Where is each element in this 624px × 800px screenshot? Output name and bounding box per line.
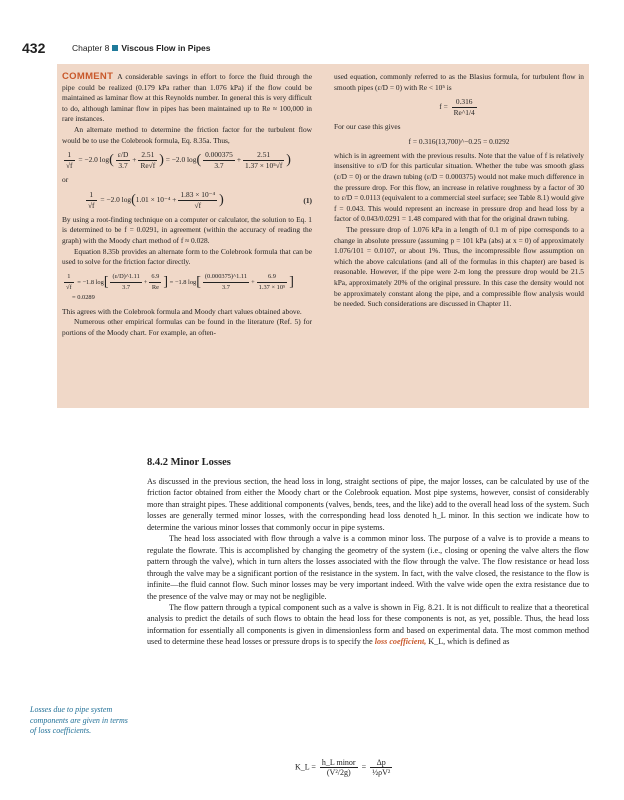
chapter-label: Chapter 8 [72,43,110,53]
square-bullet-icon [112,45,118,51]
or-text: or [62,175,69,185]
comment-paragraph: Numerous other empirical formulas can be found in the literature (Ref. 5) for portions of the Moody chart. For example, an often- [62,317,312,337]
loss-coefficient-equation: K_L = $\frac{\text{h\_L minor}}{\text{(V²/2g)}}$ = $\frac{\Delta p}{\text{½ρV²}}$ [295,758,391,777]
body-paragraph: The head loss associated with flow through a valve is a common minor loss. The purpose of a valve is to provide a means to regulate the flowrate. This is accomplished by changing the geometry of the system (i.e., closing or opening the valve alters the flow pattern through the valve), which in turn alters the losses associated with the flow through the valve. The flow resistance or head loss through the valve may be a significant portion of the resistance in the system. In fact, with the valve closed, the resistance to the flow is infinite—the fluid cannot flow. Such minor losses may be very important indeed. With the valve wide open the extra resistance due to the presence of the valve may or may not be negligible. [147,534,589,601]
comment-paragraph: For our case this gives [334,122,401,132]
comment-right-column [334,72,584,310]
margin-note: Losses due to pipe system components are given in terms of loss coefficients. [30,705,128,736]
page-header [22,40,602,58]
comment-box [57,64,589,408]
section-body [147,476,589,648]
comment-paragraph: By using a root-finding technique on a computer or calculator, the solution to Eq. 1 is determined to be f = 0.0291, in agreement (within the accuracy of reading the graph) with the Moody chart method of f ≈ 0.028. [62,214,312,245]
equation-1: $\frac{1}{√f}$ = −2.0 log(1.01 × 10⁻⁴ + $\frac{\text{1.83 × 10⁻⁴}}{√f}$ ) (1) [88,189,312,210]
chapter-heading [72,43,210,53]
page-number: 432 [22,40,46,56]
blasius-equation: f = $\frac{0.316}{Re\^{}1/4}$ [439,97,475,118]
comment-paragraph: used equation, commonly referred to as the Blasius formula, for turbulent flow in smooth pipes (ε/D = 0) with Re < 10⁵ is [334,72,584,92]
comment-paragraph: This agrees with the Colebrook formula and Moody chart values obtained above. [62,306,302,316]
comment-paragraph: Equation 8.35b provides an alternate form to the Colebrook formula that can be used to solve for the friction factor directly. [62,246,312,267]
body-paragraph: The flow pattern through a typical component such as a valve is shown in Fig. 8.21. It is not difficult to realize that a theoretical analysis to predict the details of such flows to obtain the head loss for these components is not, as yet, possible. Thus, the head loss information for essentially all components is given in dimensionless form and based on experimental data. The most common method used to determine these head losses or pressure drops is to specify the loss coefficient, K_L, which is defined as [147,602,589,647]
colebrook-equation: $\frac{1}{√f}$ = −2.0 log( $\frac{\varepsilon/D}{3.7}$ + $\frac{2.51}{Re√f}$ ) = −2.0 log( $\frac{0.000375}{3.7}$ + $\frac{2.51}{\text{1.37 × 10⁵√f}}$ ) [66,150,291,171]
equation-number: (1) [303,195,312,205]
loss-coefficient-keyword: loss coefficient, [374,637,427,647]
comment-paragraph: An alternate method to determine the friction factor for the turbulent flow would be to use the Colebrook formula, Eq. 8.35a. Thus, [62,124,312,145]
chapter-title: Viscous Flow in Pipes [121,43,211,53]
comment-paragraph: which is in agreement with the previous results. Note that the value of f is relatively insensitive to ε/D for this particular situation. Whether the tube was smooth glass (ε/D = 0) or the drawn tubing (ε/D = 0.000375) would not make much difference in the pressure drop. For this flow, an increase in relative roughness by a factor of 30 to ε/D = 0.0113 (equivalent to a commercial steel surface; see Table 8.1) would give f = 0.043. This would represent an increase in pressure drop and head loss by a factor of 0.043/0.0291 = 1.48 compared with that for the original drawn tubing. [334,150,584,224]
body-paragraph: As discussed in the previous section, the head loss in long, straight sections of pipe, the major losses, can be calculated by use of the friction factor obtained from either the Moody chart or the Colebrook equation. Most pipe systems, however, consist of considerably more than straight pipes. These additional components (valves, bends, tees, and the like) add to the overall head loss of the system. Such losses are generally termed minor losses, with the corresponding head loss denoted h_L minor. In this section we indicate how to determine the various minor losses that commonly occur in pipe systems. [147,477,589,532]
case-equation: f = 0.316(13,700)^−0.25 = 0.0292 [408,136,510,146]
comment-left-column [62,72,312,339]
haaland-equation: $\frac{1}{√f}$ = −1.8 log[ $\frac{(\varepsilon/D)\^{}1.11}{3.7}$ + $\frac{6.9}{Re}$ ] = −1.8 log[ $\frac{(0.000375)\^{}1.11}{3.7}$ + $\frac{6.9}{\text{1.37 × 10⁵}}$ ] = 0.0289 [66,272,294,301]
comment-paragraph: The pressure drop of 1.076 kPa in a length of 0.1 m of pipe corresponds to a change in absolute pressure (assuming p = 101 kPa (abs) at x = 0) of approximately 1.076/101 = 0.0107, or about 1%. Thus, the incompressible flow assumption on which the above calculations (and all of the formulas in this chapter) are based is reasonable. However, if the pipe were 2-m long the pressure drop would be 21.5 kPa, approximately 20% of the original pressure. In this case the density would not be approximately constant along the pipe, and a compressible flow analysis would be needed. Such considerations are discussed in Chapter 11. [334,224,584,309]
comment-paragraph: COMMENT A considerable savings in effort to force the fluid through the pipe could be realized (0.179 kPa rather than 1.076 kPa) if the flow could be maintained as laminar flow at this Reynolds number. In general this is very difficult to do, although laminar flow in pipes has been maintained up to Re ≈ 100,000 in rare instances. [62,71,312,124]
comment-label: COMMENT [62,71,114,82]
section-heading: 8.4.2 Minor Losses [147,457,231,468]
